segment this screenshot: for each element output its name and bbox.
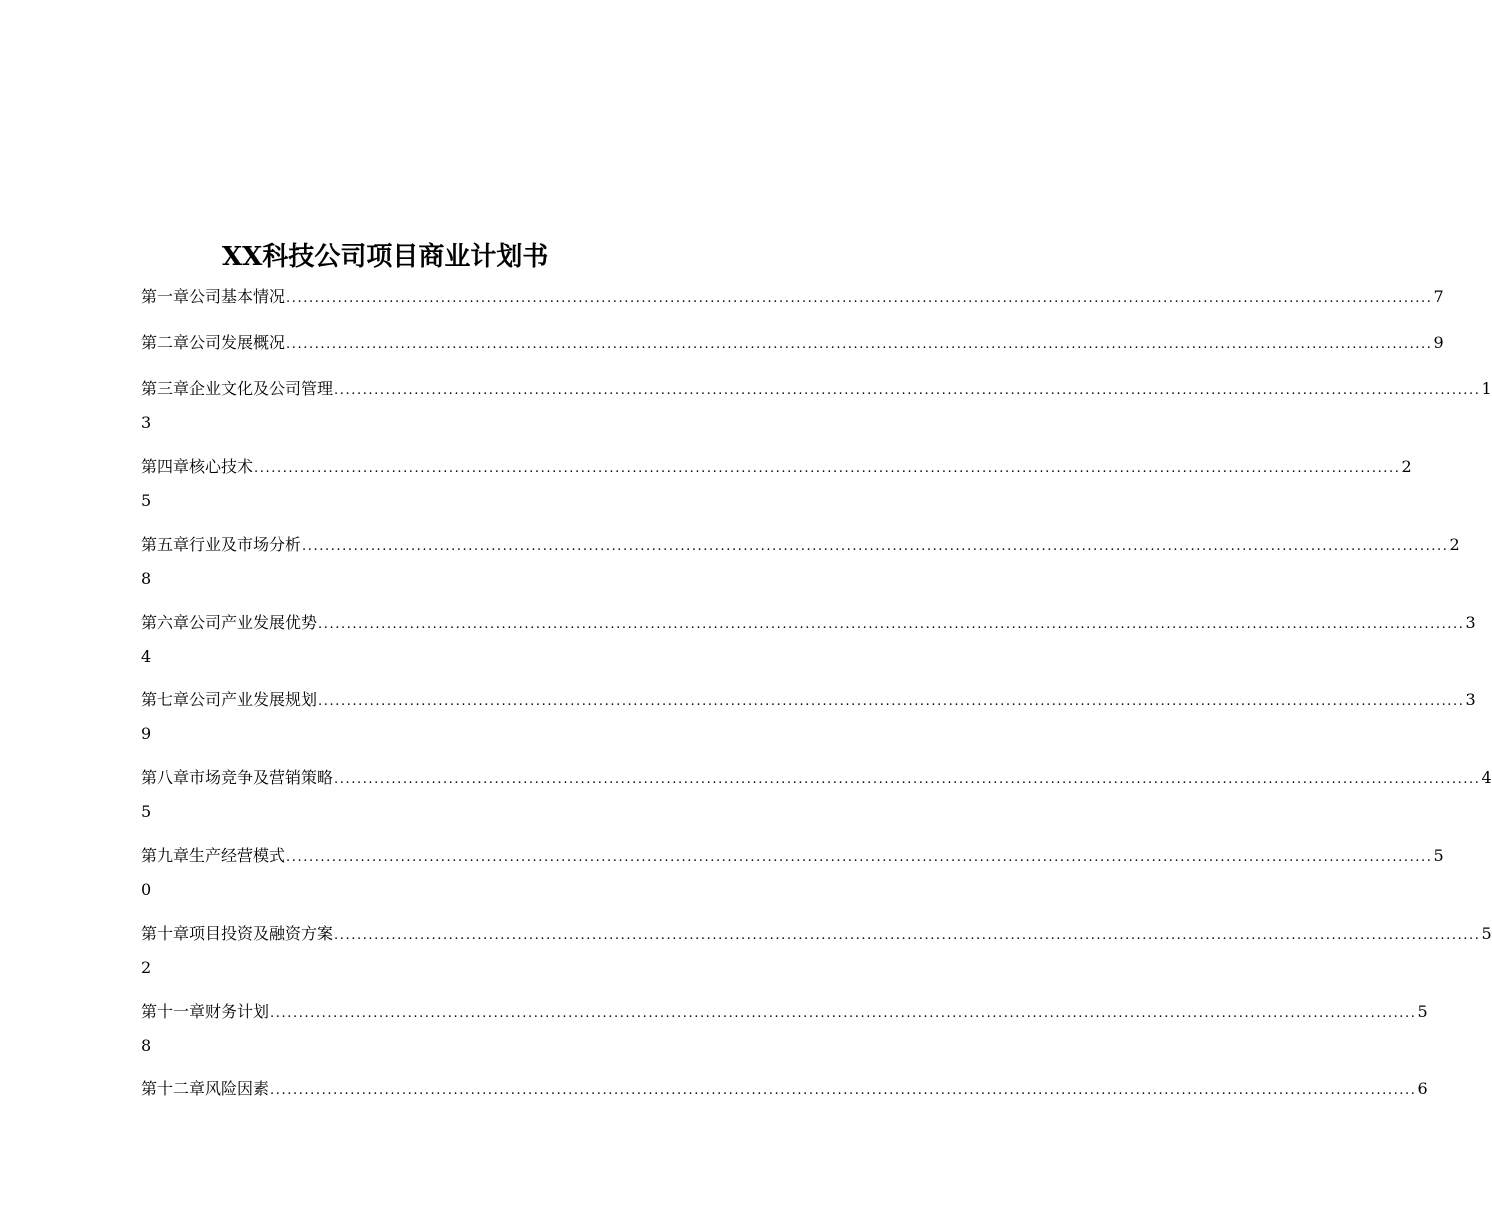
toc-page-number: 3 [1465,613,1476,632]
toc-page-number: 9 [1433,333,1444,352]
toc-chapter: 第九章 [141,846,190,865]
toc-chapter: 第十章 [141,924,190,943]
toc-title: 公司产业发展优势 [189,613,318,632]
toc-leader-dots: ........................................................................................................................................................................................................ [270,1006,1417,1021]
toc-line [141,379,1492,401]
toc-page-number-wrap: 5 [141,802,152,821]
toc-chapter: 第五章 [141,535,190,554]
toc-page-number-wrap: 9 [141,724,152,743]
toc-entry[interactable] [141,690,1476,744]
toc-title: 行业及市场分析 [189,535,302,554]
toc-title: 企业文化及公司管理 [189,379,334,398]
toc-chapter: 第七章 [141,690,190,709]
toc-page-number: 2 [1449,535,1460,554]
toc-line [141,690,1476,712]
toc-entry[interactable] [141,846,1444,900]
toc-entry[interactable] [141,1002,1428,1056]
toc-entry[interactable] [141,1079,1428,1133]
toc-line [141,924,1492,946]
toc-page-number: 3 [1465,690,1476,709]
toc-entry[interactable] [141,613,1476,667]
toc-page-number-wrap: 8 [141,1036,152,1055]
toc-title: 风险因素 [205,1079,270,1098]
toc-page-number-wrap: 8 [141,569,152,588]
toc-chapter: 第三章 [141,379,190,398]
toc-entry[interactable] [141,379,1492,433]
toc-line [141,457,1412,479]
toc-leader-dots: ........................................................................................................................................................................................................ [286,850,1433,865]
toc-leader-dots: ........................................................................................................................................................................................................ [254,461,1401,476]
toc-line [141,768,1492,790]
toc-chapter: 第四章 [141,457,190,476]
toc-page-number: 1 [1481,379,1492,398]
toc-page-number: 5 [1417,1002,1428,1021]
toc-title: 核心技术 [189,457,254,476]
toc-leader-dots: ........................................................................................................................................................................................................ [318,617,1465,632]
toc-page-number: 5 [1481,924,1492,943]
toc-page-number-wrap: 3 [141,413,152,432]
toc-entry[interactable] [141,768,1492,822]
toc-leader-dots: ........................................................................................................................................................................................................ [286,337,1433,352]
toc-entry[interactable] [141,457,1412,511]
toc-title: 公司产业发展规划 [189,690,318,709]
toc-line [141,613,1476,635]
toc-leader-dots: ........................................................................................................................................................................................................ [270,1083,1417,1098]
toc-title: 公司基本情况 [189,287,286,306]
toc-line [141,535,1460,557]
toc-page-number: 6 [1417,1079,1428,1098]
toc-leader-dots: ........................................................................................................................................................................................................ [334,928,1481,943]
toc-page-number-wrap [141,1113,809,1133]
toc-line [141,1079,1428,1101]
toc-title: 市场竞争及营销策略 [189,768,334,787]
toc-line [141,1002,1428,1024]
toc-page-number-wrap: 4 [141,647,152,666]
toc-entry[interactable] [141,535,1460,589]
toc-title: 公司发展概况 [189,333,286,352]
toc-entry[interactable] [141,924,1492,978]
toc-leader-dots: ........................................................................................................................................................................................................ [286,291,1433,306]
toc-page-number-wrap: 2 [141,958,152,977]
toc-chapter: 第二章 [141,333,190,352]
toc-leader-dots: ........................................................................................................................................................................................................ [334,772,1481,787]
toc-chapter: 第八章 [141,768,190,787]
toc-page-number: 5 [1433,846,1444,865]
toc-leader-dots: ........................................................................................................................................................................................................ [302,539,1449,554]
toc-title: 财务计划 [205,1002,270,1021]
toc-line [141,846,1444,868]
toc-chapter: 第一章 [141,287,190,306]
document-title: XX科技公司项目商业计划书 [222,242,549,272]
toc-title: 项目投资及融资方案 [189,924,334,943]
toc-line [141,333,1444,355]
toc-page-number: 7 [1433,287,1444,306]
toc-page-number-wrap: 5 [141,491,152,510]
toc-page-number: 2 [1401,457,1412,476]
toc-page-number-wrap: 0 [141,880,152,899]
toc-page-number: 4 [1481,768,1492,787]
toc-line [141,287,1444,309]
toc-chapter: 第十一章 [141,1002,206,1021]
toc-leader-dots: ........................................................................................................................................................................................................ [334,383,1481,398]
toc-leader-dots: ........................................................................................................................................................................................................ [318,694,1465,709]
toc-chapter: 第六章 [141,613,190,632]
toc-chapter: 第十二章 [141,1079,206,1098]
toc-title: 生产经营模式 [189,846,286,865]
